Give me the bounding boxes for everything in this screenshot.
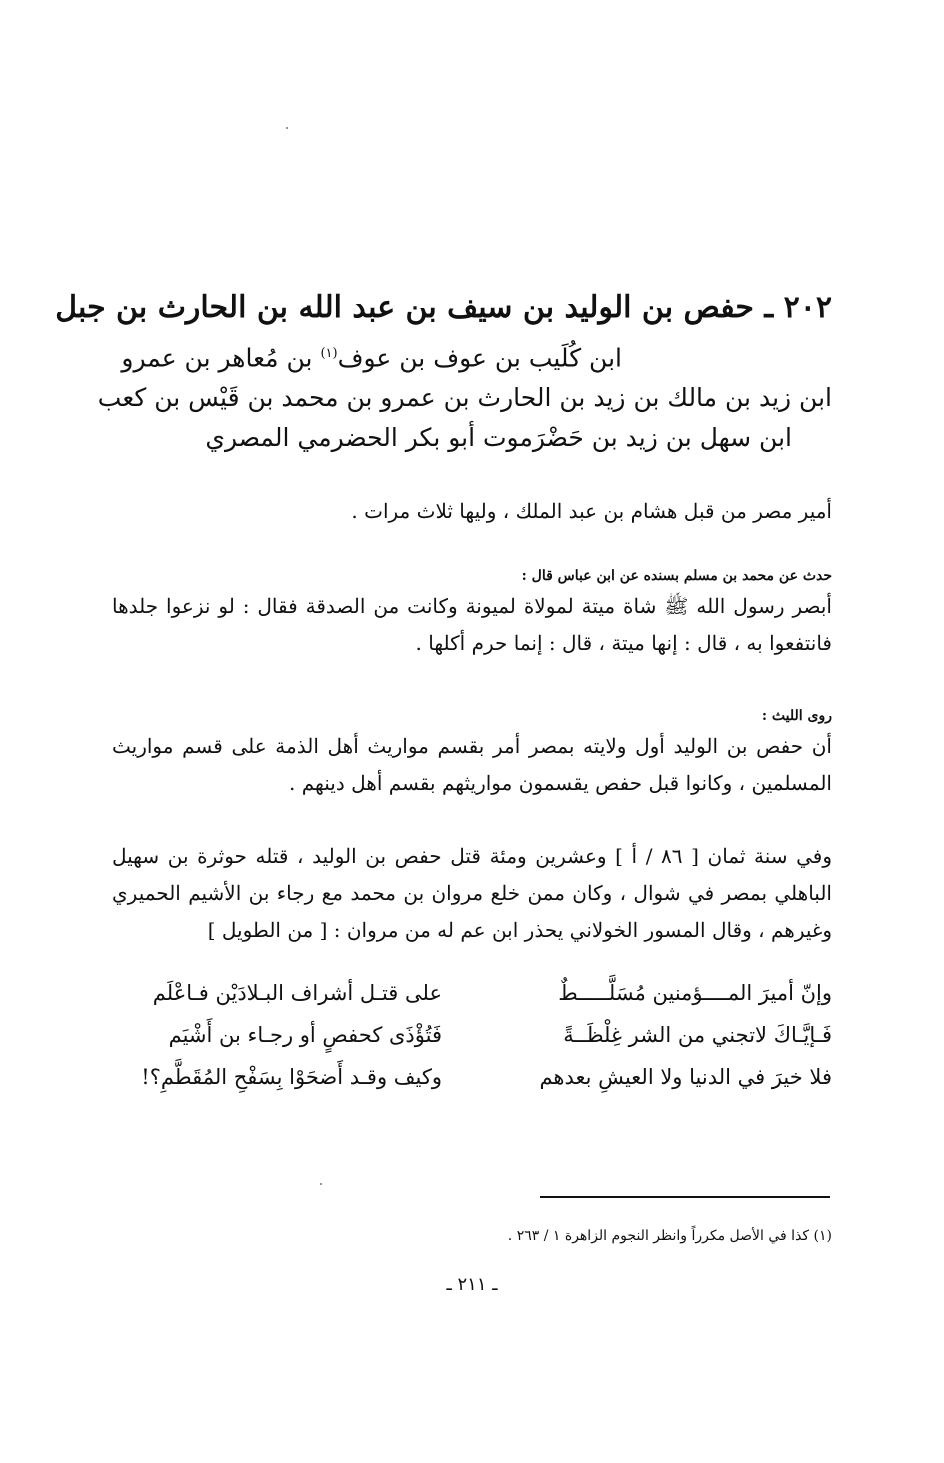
verse-first-hemistich: فَـإيَّـاكَ لاتجني من الشر غِلْظَــةً <box>563 1023 832 1047</box>
lineage-line-2: ابن زيد بن مالك بن زيد بن الحارث بن عمرو بن محمد بن قَيْس بن كعب <box>97 383 832 413</box>
intro-paragraph: أمير مصر من قبل هشام بن عبد الملك ، وليها ثلاث مرات . <box>351 499 832 523</box>
hadith-2 <box>112 706 832 802</box>
lineage-line-1-end: بن مُعاهر بن عمرو <box>121 343 321 373</box>
hadith-2-text: أن حفص بن الوليد أول ولايته بمصر أمر بقسم مواريث أهل الذمة على قسم مواريث المسلمين ، وكانوا قبل حفص يقسمون مواريثهم بقسم أهل دينهم . <box>112 734 832 795</box>
scan-speck <box>320 1183 322 1185</box>
hadith-1-isnad: حدث عن محمد بن مسلم بسنده عن ابن عباس قال : <box>521 568 832 584</box>
hadith-1-text: أبصر رسول الله ﷺ شاة ميتة لمولاة لميونة وكانت من الصدقة فقال : لو نزعوا جلدها فانتفعوا به ، قال : إنها ميتة ، قال : إنما حرم أكلها . <box>112 594 832 655</box>
verse-second-hemistich: فَتُؤْذَى كحفصٍ أو رجـاء بن أَشْيَم <box>168 1023 442 1047</box>
footnote: (١) كذا في الأصل مكرراً وانظر النجوم الزاهرة ١ / ٢٦٣ . <box>507 1228 832 1244</box>
entry-title: ٢٠٢ ـ حفص بن الوليد بن سيف بن عبد الله بن الحارث بن جبل <box>55 290 832 325</box>
footnote-reference-mark: (١) <box>320 346 338 361</box>
poem <box>112 972 832 1098</box>
lineage-line-3: ابن سهل بن زيد بن حَضْرَموت أبو بكر الحضرمي المصري <box>205 423 792 453</box>
scan-speck <box>286 127 288 129</box>
page-number: ـ ٢١١ ـ <box>446 1274 498 1295</box>
poem-verse-1 <box>112 972 832 1014</box>
hadith-1 <box>112 566 832 662</box>
verse-first-hemistich: فلا خيرَ في الدنيا ولا العيشِ بعدهم <box>539 1065 832 1089</box>
poem-verse-2 <box>112 1014 832 1056</box>
lineage-line-1 <box>112 334 832 378</box>
verse-second-hemistich: على قتـل أشراف البـلادَيْن فـاعْلَم <box>152 981 442 1005</box>
entry-lineage <box>97 334 832 458</box>
verse-second-hemistich: وكيف وقـد أَضحَوْا بِسَفْحِ المُقَطَّمِ؟! <box>141 1065 442 1089</box>
death-paragraph: وفي سنة ثمان [ ٨٦ / أ ] وعشرين ومئة قتل حفص بن الوليد ، قتله حوثرة بن سهيل الباهلي بمصر في شوال ، وكان ممن خلع مروان بن محمد مع رجاء بن الأشيم الحميري وغيرهم ، وقال المسور الخولاني يحذر ابن عم له من مروان : [ من الطويل ] <box>112 844 833 942</box>
verse-first-hemistich: وإنّ أميرَ المــــؤمنين مُسَلَّـــــطٌ <box>558 981 832 1005</box>
poem-verse-3 <box>112 1056 832 1098</box>
footnote-divider <box>540 1196 830 1198</box>
hadith-2-isnad: روى الليث : <box>761 708 832 724</box>
lineage-line-1-start: ابن كُلَيب بن عوف بن عوف <box>337 343 622 373</box>
